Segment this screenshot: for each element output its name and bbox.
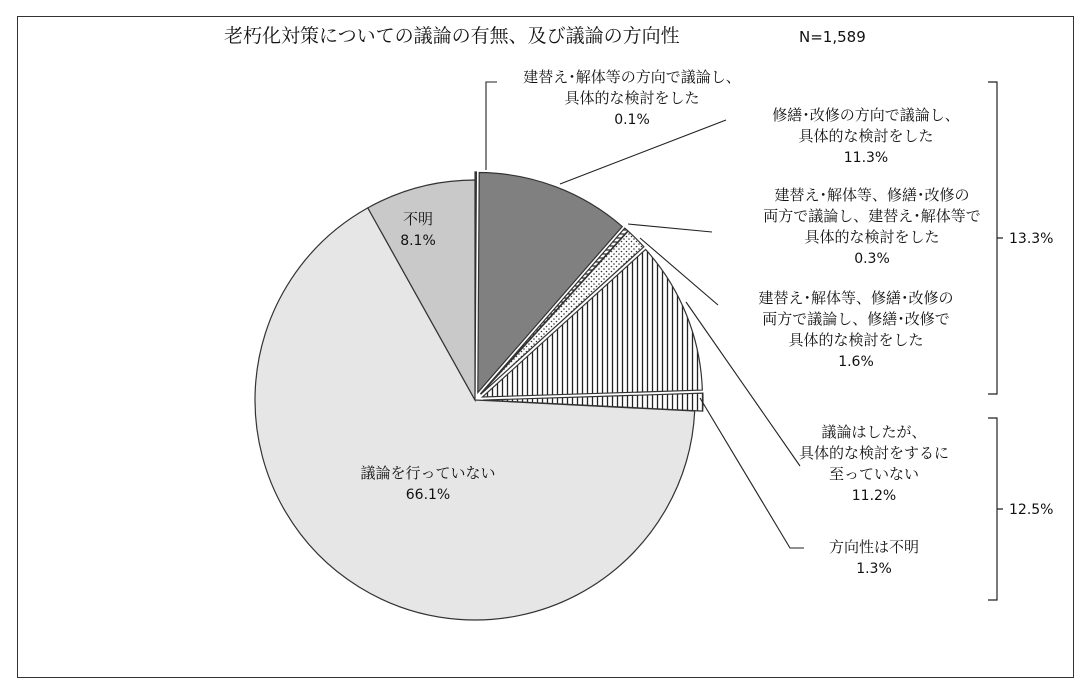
slice-label-8-line-1: 不明: [402, 210, 434, 228]
slice-label-7-line-1: 議論を行っていない: [360, 464, 496, 482]
slice-label-5-line-1: 議論はしたが、: [821, 423, 927, 441]
slice-value-label-6: 1.3%: [856, 561, 892, 577]
slice-value-label-1: 0.1%: [614, 112, 650, 128]
leader-line-1: [486, 82, 497, 170]
group-bracket-2: [988, 418, 1003, 600]
slice-value-label-7: 66.1%: [405, 487, 451, 503]
slice-value-label-2: 11.3%: [843, 150, 889, 166]
slice-label-1-line-2: 具体的な検討をした: [564, 89, 700, 107]
group-brackets: [988, 82, 1053, 600]
slice-label-4-line-2: 両方で議論し、修繕･改修で: [762, 310, 950, 328]
slice-label-6-line-1: 方向性は不明: [828, 538, 920, 556]
slice-value-label-3: 0.3%: [854, 251, 890, 267]
sample-size-label: N=1,589: [799, 28, 866, 46]
slice-label-3-line-2: 両方で議論し、建替え･解体等で: [763, 207, 981, 225]
slice-label-2-line-1: 修繕･改修の方向で議論し、: [772, 106, 960, 124]
slice-label-3-line-3: 具体的な検討をした: [804, 228, 940, 246]
slice-label-5-line-3: 至っていない: [828, 465, 920, 483]
slice-label-3-line-1: 建替え･解体等、修繕･改修の: [774, 186, 970, 204]
chart-title: 老朽化対策についての議論の有無、及び議論の方向性: [224, 25, 680, 47]
group-bracket-1: [988, 82, 1003, 394]
group-total-label-2: 12.5%: [1009, 502, 1054, 518]
slice-value-label-5: 11.2%: [851, 488, 897, 504]
slice-value-label-8: 8.1%: [400, 233, 436, 249]
slice-value-label-4: 1.6%: [838, 354, 874, 370]
slice-label-1-line-1: 建替え･解体等の方向で議論し、: [523, 68, 741, 86]
slice-label-2-line-2: 具体的な検討をした: [798, 127, 934, 145]
slice-label-4-line-3: 具体的な検討をした: [788, 331, 924, 349]
leader-line-6: [700, 398, 804, 548]
group-total-label-1: 13.3%: [1009, 231, 1054, 247]
leader-line-3: [628, 224, 712, 232]
slice-label-4-line-1: 建替え･解体等、修繕･改修の: [758, 289, 954, 307]
slices-group: [255, 172, 703, 620]
leader-line-2: [560, 120, 726, 184]
slice-label-5-line-2: 具体的な検討をするに: [798, 444, 950, 462]
